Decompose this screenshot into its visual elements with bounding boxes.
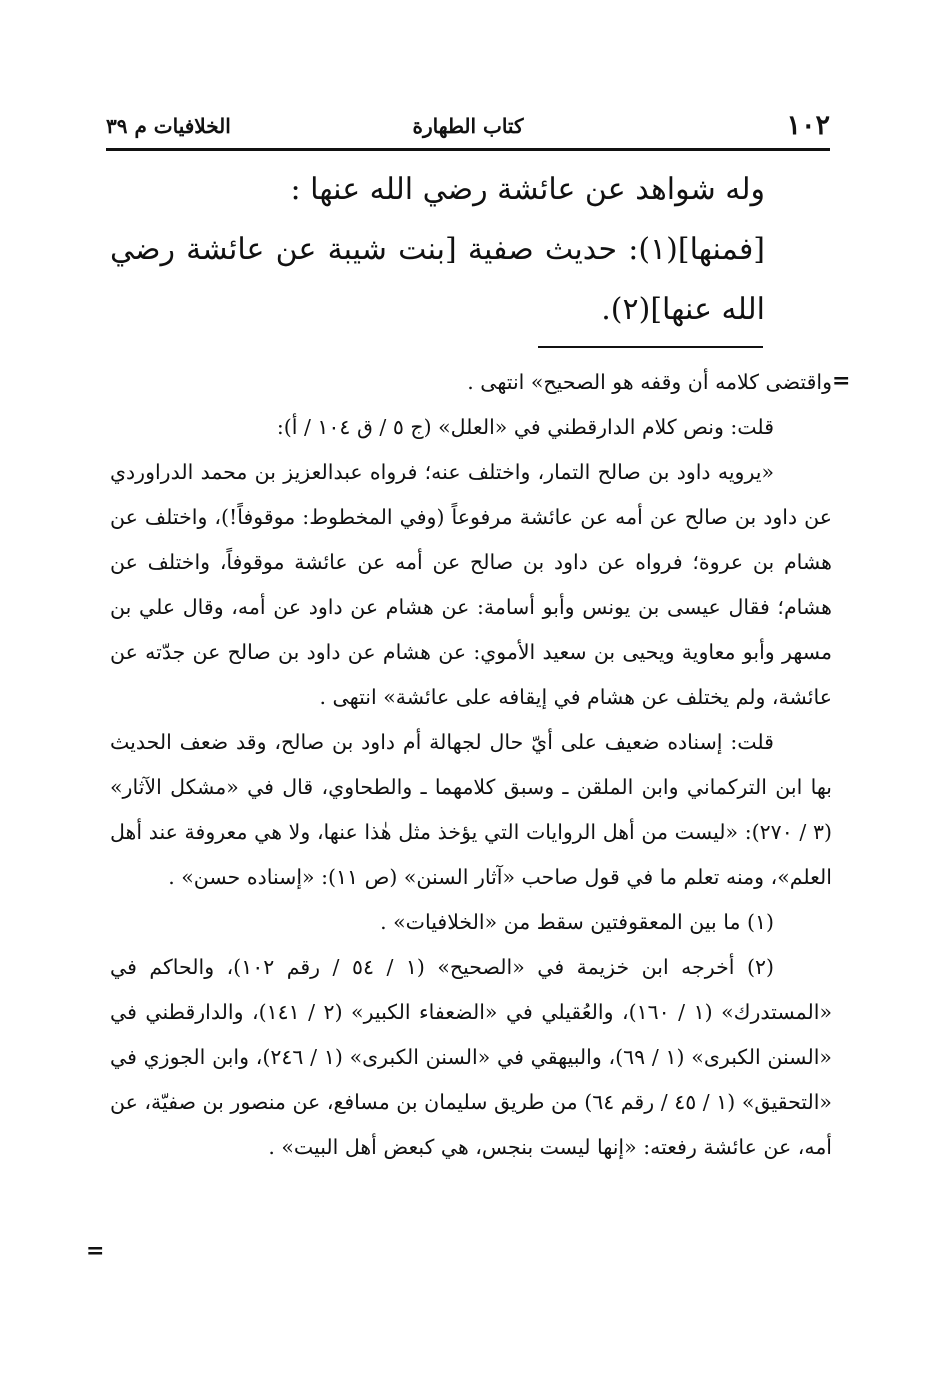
header-rule bbox=[106, 148, 830, 151]
note-paragraph-4: قلت: إسناده ضعيف على أيّ حال لجهالة أم داود بن صالح، وقد ضعف الحديث بها ابن التركماني وابن الملقن ـ وسبق كلامهما ـ والطحاوي، قال في «مشكل الآثار» (٣ / ٢٧٠): «ليست من أهل الروايات التي يؤخذ مثل هٰذا عنها، ولا هي معروفة عند أهل العلم»، ومنه تعلم ما في قول صاحب «آثار السنن» (ص ١١): «إسناده حسن» . bbox=[110, 730, 832, 889]
main-line-1: وله شواهد عن عائشة رضي الله عنها : bbox=[290, 172, 765, 207]
note-paragraph-3: «يرويه داود بن صالح التمار، واختلف عنه؛ فرواه عبدالعزيز بن محمد الدراوردي عن داود بن صالح عن أمه عن عائشة مرفوعاً (وفي المخطوط: موقوفاً!)، واختلف عن هشام بن عروة؛ فرواه عن داود بن صالح عن أمه عن عائشة موقوفاً، واختلف عن هشام؛ فقال عيسى بن يونس وأبو أسامة: عن هشام عن داود عن أمه، وقال علي بن مسهر وأبو معاوية ويحيى بن سعيد الأموي: عن هشام عن داود بن صالح عن جدّته عن عائشة، ولم يختلف عن هشام في إيقافه على عائشة» انتهى . bbox=[110, 460, 832, 709]
page-header bbox=[106, 110, 830, 144]
book-title: كتاب الطهارة bbox=[412, 114, 524, 138]
note-paragraph-1: واقتضى كلامه أن وقفه هو الصحيح» انتهى . bbox=[467, 370, 832, 394]
main-text bbox=[110, 160, 765, 340]
footnote-2: (٢) أخرجه ابن خزيمة في «الصحيح» (١ / ٥٤ / رقم ١٠٢)، والحاكم في «المستدرك» (١ / ١٦٠)، والعُقيلي في «الضعفاء الكبير» (٢ / ١٤١)، والدارقطني في «السنن الكبرى» (١ / ٦٩)، والبيهقي في «السنن الكبرى» (١ / ٢٤٦)، وابن الجوزي في «التحقيق» (١ / ٤٥ / رقم ٦٤) من طريق سليمان بن مسافع، عن منصور بن صفيّة، عن أمه، عن عائشة رفعته: «إنها ليست بنجس، هي كبعض أهل البيت» . bbox=[110, 955, 832, 1159]
footnote-rule bbox=[538, 346, 763, 348]
running-head: الخلافيات م ٣٩ bbox=[106, 114, 231, 138]
main-line-2: [فمنها](١): حديث صفية [بنت شيبة عن عائشة رضي الله عنها](٢). bbox=[110, 232, 765, 327]
continuation-mark-start: = bbox=[832, 368, 851, 394]
footnote-1: (١) ما بين المعقوفتين سقط من «الخلافيات» . bbox=[380, 910, 774, 934]
continuation-mark-end: = bbox=[86, 1238, 105, 1264]
page-number: ١٠٢ bbox=[786, 110, 830, 141]
footnotes bbox=[110, 360, 832, 1170]
note-paragraph-2: قلت: ونص كلام الدارقطني في «العلل» (ج ٥ / ق ١٠٤ / أ): bbox=[276, 415, 774, 439]
